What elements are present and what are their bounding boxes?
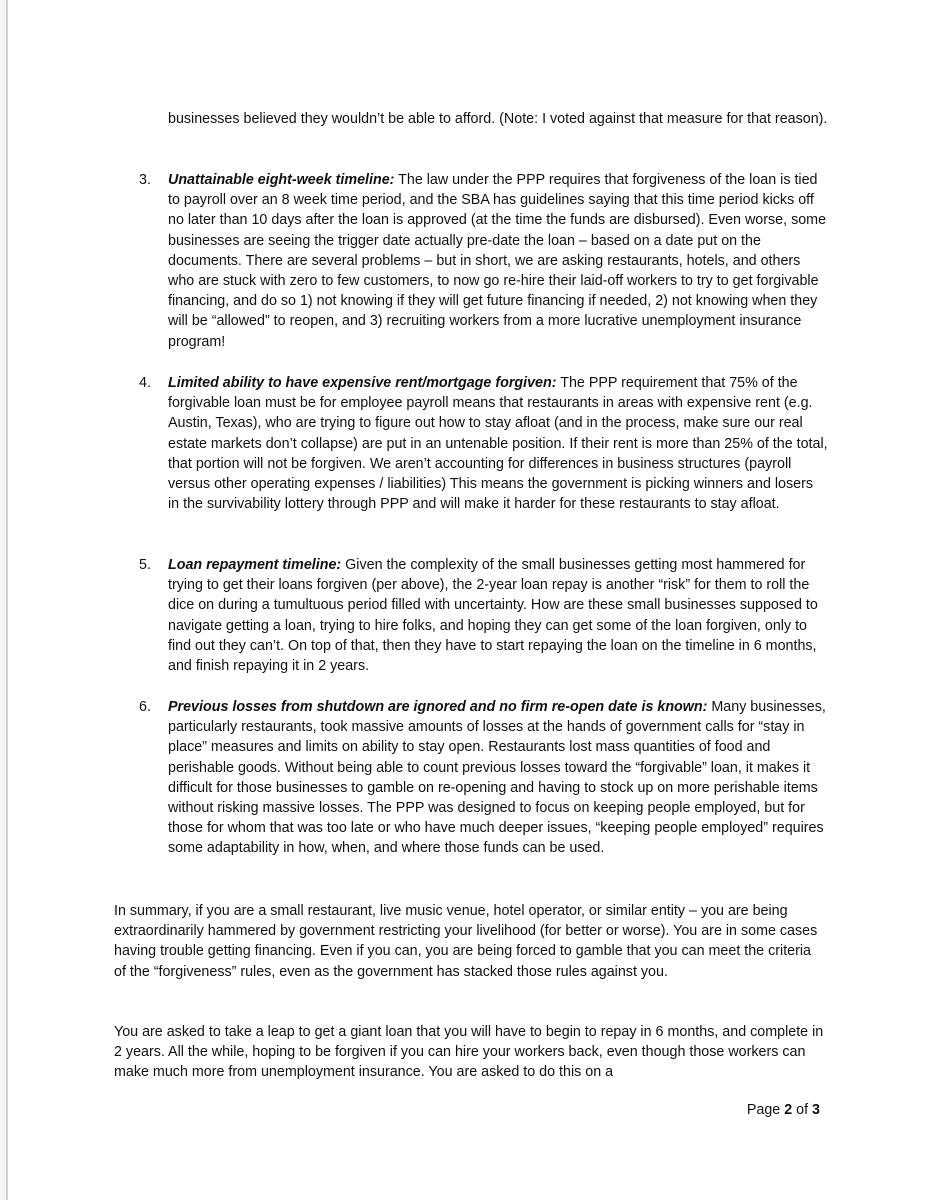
list-item-number: 4. <box>139 375 151 391</box>
continuation-paragraph: businesses believed they wouldn’t be able to afford. (Note: I voted against that measure for that reason). <box>168 111 828 127</box>
page-of-label: of <box>792 1102 813 1118</box>
list-item-heading: Limited ability to have expensive rent/mortgage forgiven: <box>168 375 557 391</box>
list-item-body: Many businesses, particularly restaurants, took massive amounts of losses at the hands of government calls for “stay in place” measures and limits on ability to stay open. Restaurants lost mass quantities of food and perishable goods. Without being able to count previous losses toward the “forgivable” loan, it makes it difficult for those businesses to gamble on re-opening and having to stock up on more perishable items without risking massive losses. The PPP was designed to focus on keeping people employed, but for those for whom that was too late or who have much deeper issues, “keeping people employed” requires some adaptability in how, when, and where those funds can be used. <box>168 699 826 857</box>
list-item-number: 3. <box>139 172 151 188</box>
list-item-body: The law under the PPP requires that forgiveness of the loan is tied to payroll over an 8 week time period, and the SBA has guidelines saying that this time period kicks off no later than 10 days after the loan is approved (at the time the funds are disbursed). Even worse, some businesses are seeing the trigger date actually pre-date the loan – based on a date put on the documents. There are several problems – but in short, we are asking restaurants, hotels, and others who are stuck with zero to few customers, to now go re-hire their laid-off workers to try to get forgivable financing, and do so 1) not knowing if they will get future financing if needed, 2) not knowing when they will be “allowed” to reopen, and 3) recruiting workers from a more lucrative unemployment insurance program! <box>168 172 827 350</box>
list-item-number: 5. <box>139 557 151 573</box>
list-item-body: Given the complexity of the small businesses getting most hammered for trying to get their loans forgiven (per above), the 2-year loan repay is another “risk” for them to roll the dice on during a tumultuous period filled with uncertainty. How are these small businesses supposed to navigate getting a loan, trying to hire folks, and hoping they can get some of the loan forgiven, only to find out they can’t. On top of that, then they have to start repaying the loan on the timeline in 6 months, and finish repaying it in 2 years. <box>168 557 818 675</box>
list-item-6 <box>168 697 828 859</box>
list-item-body: The PPP requirement that 75% of the forgivable loan must be for employee payroll means that restaurants in areas with expensive rent (e.g. Austin, Texas), who are trying to figure out how to stay afloat (and in the process, make sure our real estate markets don’t collapse) are put in an untenable position. If their rent is more than 25% of the total, that portion will not be forgiven. We aren’t accounting for differences in business structures (payroll versus other operating expenses / liabilities) This means the government is picking winners and losers in the survivability lottery through PPP and will make it harder for these restaurants to stay afloat. <box>168 375 828 513</box>
page-label: Page <box>746 1102 785 1118</box>
list-item-heading: Unattainable eight-week timeline: <box>168 172 395 188</box>
list-item-heading: Previous losses from shutdown are ignored and no firm re-open date is known: <box>168 699 708 715</box>
list-item-5 <box>168 555 828 676</box>
total-pages-number: 3 <box>812 1102 820 1118</box>
list-item-heading: Loan repayment timeline: <box>168 557 342 573</box>
list-item-3 <box>168 170 828 352</box>
summary-paragraph: In summary, if you are a small restaurant, live music venue, hotel operator, or similar entity – you are being extraordinarily hammered by government restricting your livelihood (for better or worse). You are in some cases having trouble getting financing. Even if you can, you are being forced to gamble that you can meet the criteria of the “forgiveness” rules, even as the government has stacked those rules against you. <box>114 903 818 980</box>
page-number-footer <box>708 1100 820 1120</box>
list-item-4 <box>168 373 828 514</box>
closing-paragraph: You are asked to take a leap to get a giant loan that you will have to begin to repay in 6 months, and complete in 2 years. All the while, hoping to be forgiven if you can hire your workers back, even though those workers can make much more from unemployment insurance. You are asked to do this on a <box>114 1024 824 1081</box>
list-item-number: 6. <box>139 699 151 715</box>
current-page-number: 2 <box>784 1102 793 1118</box>
document-page <box>6 0 931 1200</box>
